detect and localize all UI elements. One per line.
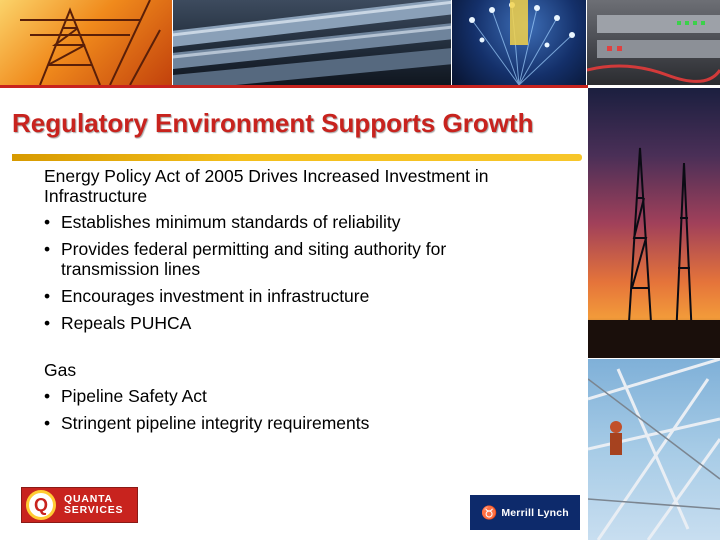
- merrill-lynch-logo: [470, 495, 580, 530]
- lineworker-photo: [588, 359, 720, 540]
- section-gas-heading: Gas: [44, 360, 77, 380]
- title-underline-bar: [12, 154, 582, 161]
- merrill-lynch-wordmark: Merrill Lynch: [501, 506, 569, 519]
- power-tower-photo: [0, 0, 172, 85]
- banner-divider: [0, 85, 588, 88]
- bull-logo-icon: ♉: [481, 504, 498, 520]
- network-equipment-photo: [587, 0, 720, 85]
- bullet-federal-permitting: • Provides federal permitting and siting authority for transmission lines: [44, 239, 544, 279]
- quanta-services-logo: [21, 487, 138, 523]
- energy-policy-bullet-list: [44, 212, 544, 333]
- bullet-infrastructure-investment: • Encourages investment in infrastructure: [44, 286, 544, 306]
- fiber-optic-photo: [452, 0, 586, 85]
- bullet-repeals-puhca: • Repeals PUHCA: [44, 313, 544, 333]
- quanta-q-logo-icon: Q: [26, 490, 56, 520]
- slide-title: Regulatory Environment Supports Growth: [12, 108, 534, 138]
- slide-body: [44, 166, 544, 440]
- quanta-logo-line1: QUANTA: [64, 493, 113, 505]
- pipeline-photo: [173, 0, 451, 85]
- section-energy-policy-heading: Energy Policy Act of 2005 Drives Increased Investment in Infrastructure: [44, 166, 489, 206]
- photo-banner: [0, 0, 720, 85]
- bullet-pipeline-integrity: • Stringent pipeline integrity requirements: [44, 413, 544, 433]
- gas-bullet-list: [44, 386, 544, 433]
- quanta-logo-line2: SERVICES: [64, 504, 124, 516]
- communication-tower-photo: [588, 88, 720, 358]
- bullet-reliability-standards: • Establishes minimum standards of reliability: [44, 212, 544, 232]
- bullet-pipeline-safety-act: • Pipeline Safety Act: [44, 386, 544, 406]
